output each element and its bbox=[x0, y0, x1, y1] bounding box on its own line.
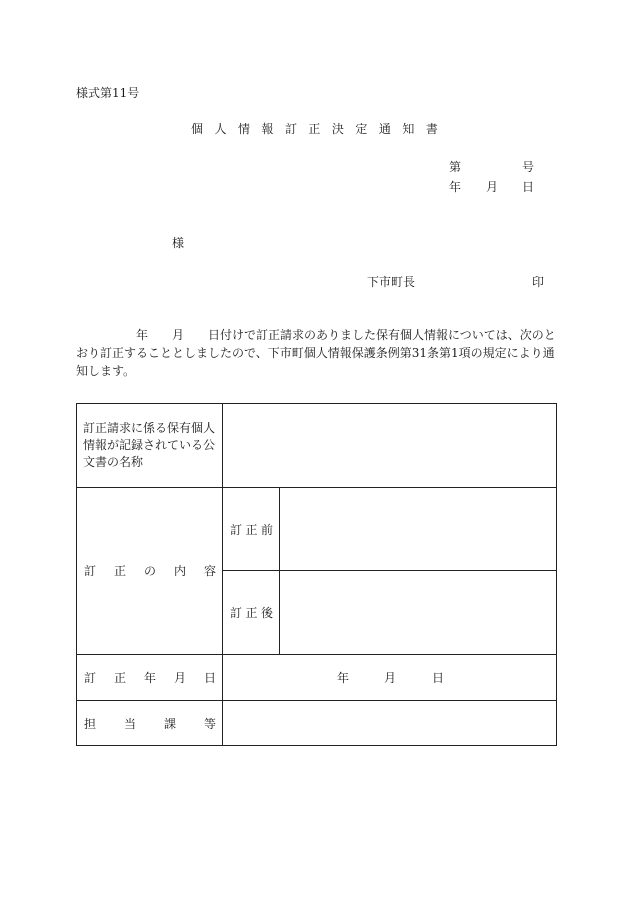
title-char: 知 bbox=[402, 122, 415, 136]
row-divider bbox=[77, 700, 556, 701]
before-label-char: 前 bbox=[260, 523, 273, 537]
after-label-char: 後 bbox=[260, 606, 273, 620]
date-label bbox=[84, 671, 216, 685]
title-char: 決 bbox=[331, 122, 344, 136]
staff-label-char: 課 bbox=[163, 717, 176, 731]
before-label bbox=[230, 523, 273, 537]
doc-number-prefix: 第 bbox=[449, 160, 462, 174]
content-label-char: 訂 bbox=[84, 564, 97, 578]
column-divider bbox=[222, 404, 223, 745]
doc-number-suffix: 号 bbox=[522, 160, 535, 174]
content-label bbox=[84, 564, 216, 578]
after-label-char: 正 bbox=[245, 606, 258, 620]
content-label-char: 内 bbox=[173, 564, 186, 578]
staff-label bbox=[84, 717, 216, 731]
content-label-char: 容 bbox=[203, 564, 216, 578]
sender-title: 下市町長 bbox=[367, 275, 416, 289]
document-title bbox=[191, 122, 438, 136]
content-label-char: の bbox=[143, 564, 156, 578]
title-char: 正 bbox=[308, 122, 321, 136]
seal-mark: 印 bbox=[532, 275, 545, 289]
staff-label-char: 等 bbox=[203, 717, 216, 731]
correction-date-month: 月 bbox=[384, 671, 397, 685]
addressee-honorific: 様 bbox=[172, 236, 185, 250]
body-month: 月 bbox=[172, 328, 185, 342]
after-label-char: 訂 bbox=[230, 606, 243, 620]
after-label bbox=[230, 606, 273, 620]
title-char: 情 bbox=[237, 122, 250, 136]
date-label-char: 日 bbox=[203, 671, 216, 685]
title-char: 訂 bbox=[284, 122, 297, 136]
title-char: 報 bbox=[261, 122, 274, 136]
correction-date-year: 年 bbox=[337, 671, 350, 685]
date-day: 日 bbox=[522, 180, 535, 194]
body-year: 年 bbox=[136, 328, 149, 342]
correction-date-day: 日 bbox=[432, 671, 445, 685]
content-label-char: 正 bbox=[113, 564, 126, 578]
staff-label-char: 担 bbox=[84, 717, 97, 731]
date-month: 月 bbox=[486, 180, 499, 194]
title-char: 通 bbox=[378, 122, 391, 136]
doc-name-label: 訂正請求に係る保有個人情報が記録されている公文書の名称 bbox=[83, 421, 216, 469]
title-char: 書 bbox=[425, 122, 438, 136]
staff-label-char: 当 bbox=[123, 717, 136, 731]
row-divider bbox=[222, 570, 556, 571]
title-char: 定 bbox=[355, 122, 368, 136]
notice-paragraph bbox=[76, 326, 556, 380]
form-number: 様式第11号 bbox=[76, 86, 140, 100]
date-label-char: 正 bbox=[113, 671, 126, 685]
before-label-char: 訂 bbox=[230, 523, 243, 537]
doc-name-field bbox=[229, 412, 549, 480]
body-text: 日付けで訂正請求のありました保有個人情報については、次のとおり訂正することとしましたので、下市町個人情報保護条例第31条第1項の規定により通知します。 bbox=[76, 328, 556, 378]
before-label-char: 正 bbox=[245, 523, 258, 537]
correction-table bbox=[76, 403, 557, 746]
date-label-char: 月 bbox=[173, 671, 186, 685]
row-divider bbox=[77, 487, 556, 488]
row-divider bbox=[77, 654, 556, 655]
title-char: 個 bbox=[191, 122, 204, 136]
title-char: 人 bbox=[214, 122, 227, 136]
date-label-char: 訂 bbox=[84, 671, 97, 685]
date-year: 年 bbox=[449, 180, 462, 194]
date-label-char: 年 bbox=[143, 671, 156, 685]
